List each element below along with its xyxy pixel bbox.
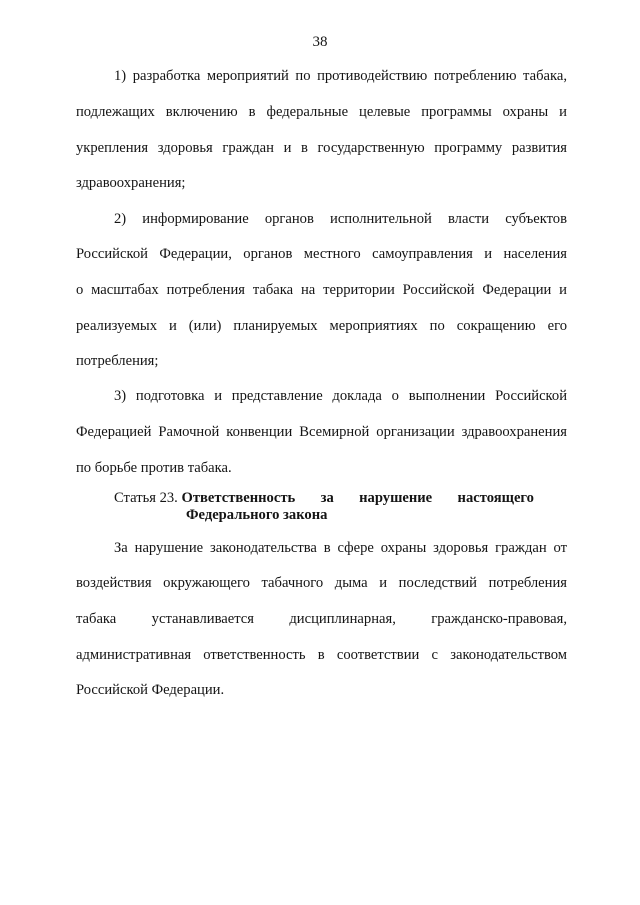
item-1-line-4: здравоохранения; [76,175,186,191]
article-title-word-2: за [320,490,334,506]
article-body-line-2: воздействия окружающего табачного дыма и последствий потребления [76,575,567,591]
article-heading [114,490,534,524]
article-title-word-4: настоящего [457,490,534,506]
page-number: 38 [312,34,328,50]
article-title-word-3: нарушение [359,490,433,506]
article-body-line-5: Российской Федерации. [76,682,225,698]
item-2-line-4: реализуемых и (или) планируемых мероприятиях по сокращению его [76,318,567,334]
item-1-line-1: 1) разработка мероприятий по противодействию потреблению табака, [114,68,567,84]
item-3-line-2: Федерацией Рамочной конвенции Всемирной организации здравоохранения [76,424,567,440]
item-1-line-2: подлежащих включению в федеральные целевые программы охраны и [76,104,567,120]
article-body-line-4: административная ответственность в соответствии с законодательством [76,647,567,663]
item-3-line-3: по борьбе против табака. [76,460,232,476]
item-2-line-3: о масштабах потребления табака на территории Российской Федерации и [76,282,567,298]
article-prefix: Статья 23. [114,490,178,506]
item-3-line-1: 3) подготовка и представление доклада о выполнении Российской [114,388,567,404]
item-2-line-1: 2) информирование органов исполнительной власти субъектов [114,211,567,227]
item-2-line-5: потребления; [76,353,159,369]
item-2-line-2: Российской Федерации, органов местного самоуправления и населения [76,246,567,262]
article-title-word-1: Ответственность [181,490,296,506]
item-1-line-3: укрепления здоровья граждан и в государственную программу развития [76,140,567,156]
article-title-line-2: Федерального закона [186,507,328,523]
article-body-line-3: табака устанавливается дисциплинарная, гражданско-правовая, [76,611,567,627]
article-body-line-1: За нарушение законодательства в сфере охраны здоровья граждан от [114,540,567,556]
